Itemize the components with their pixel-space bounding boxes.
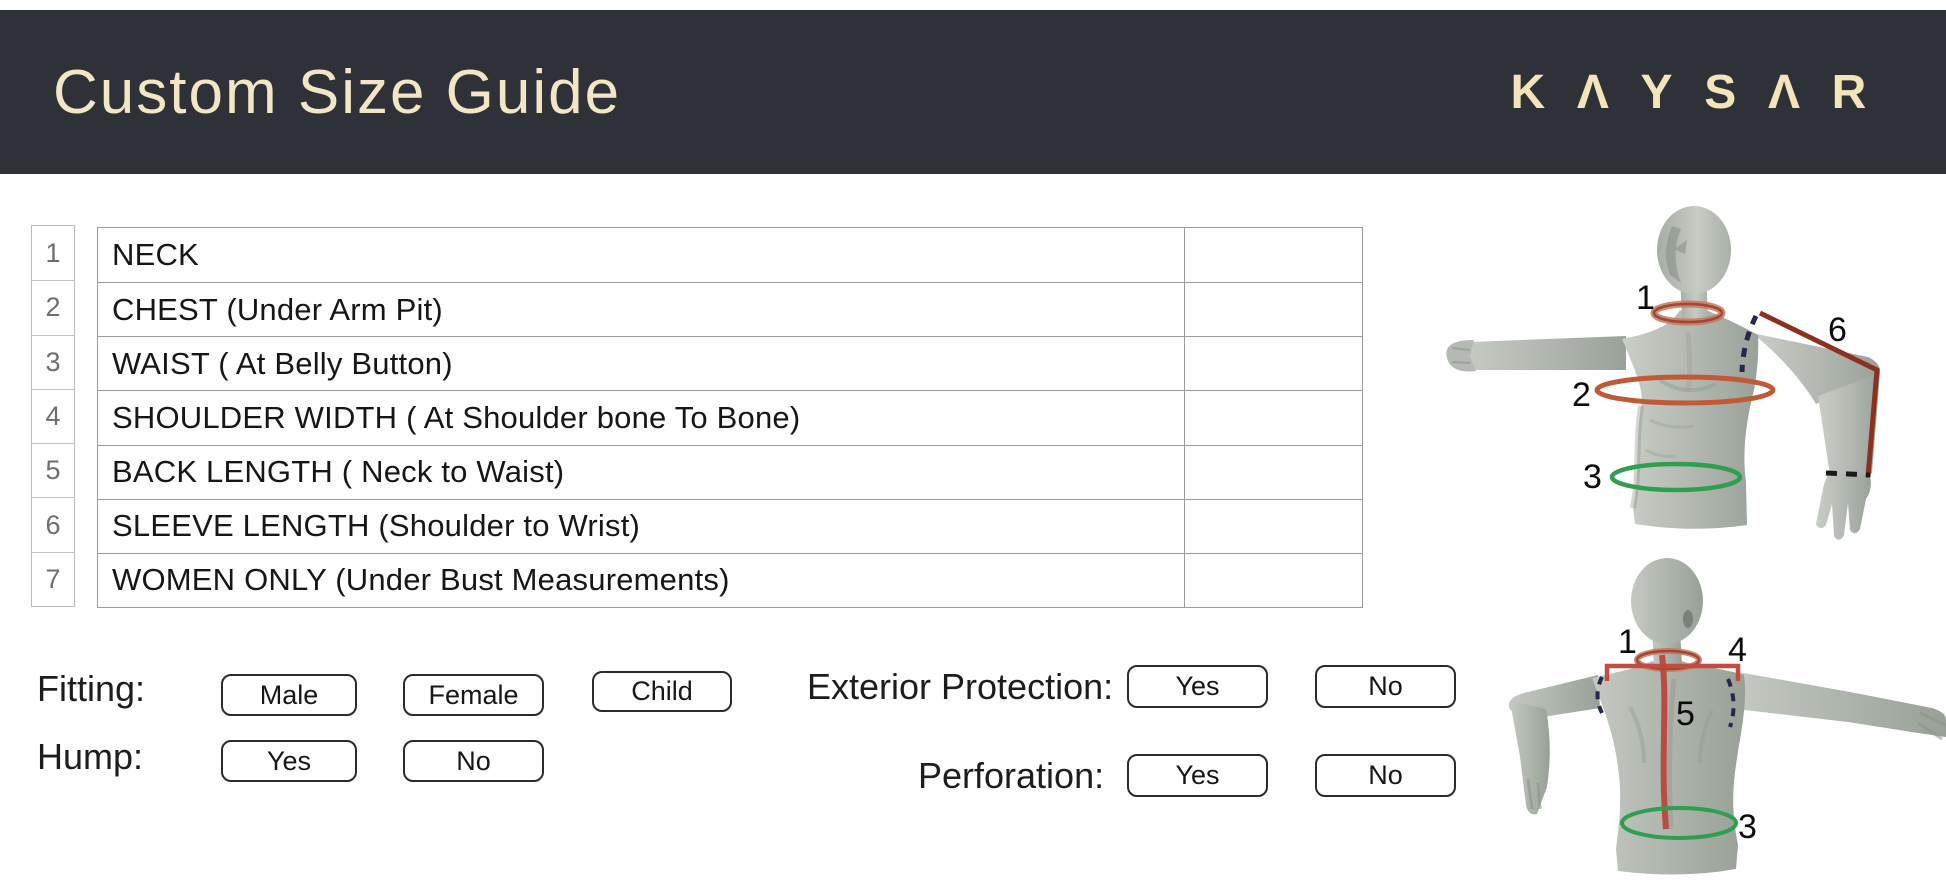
measurement-value-cell[interactable] <box>1184 446 1362 499</box>
exterior-protection-label: Exterior Protection: <box>807 666 1114 707</box>
measurement-value-cell[interactable] <box>1184 283 1362 336</box>
exterior-protection-yes-button[interactable]: Yes <box>1127 665 1268 708</box>
measurement-label: NECK <box>112 237 199 273</box>
fitting-label: Fitting: <box>37 668 146 709</box>
header-bar <box>0 10 1946 174</box>
fitting-female-button[interactable]: Female <box>403 674 544 716</box>
page-title: Custom Size Guide <box>53 57 622 127</box>
back-length-measure-line <box>1662 655 1666 829</box>
hump-no-button[interactable]: No <box>403 740 544 782</box>
table-row <box>98 282 1362 336</box>
front-waist-number: 3 <box>1583 458 1602 496</box>
back-neck-number: 1 <box>1618 623 1637 661</box>
front-mannequin-diagram <box>1440 182 1946 574</box>
back-mannequin-figure <box>1509 558 1946 875</box>
table-row <box>98 553 1362 607</box>
fitting-male-button[interactable]: Male <box>221 674 357 716</box>
row-number: 2 <box>32 280 74 334</box>
row-number-column <box>31 225 75 607</box>
measurement-value-cell[interactable] <box>1184 228 1362 282</box>
measurement-label: SHOULDER WIDTH ( At Shoulder bone To Bone) <box>112 399 801 435</box>
exterior-protection-no-button[interactable]: No <box>1315 665 1456 708</box>
measurement-label: WAIST ( At Belly Button) <box>112 345 453 381</box>
measurement-label: CHEST (Under Arm Pit) <box>112 291 443 327</box>
front-chest-number: 2 <box>1572 376 1591 414</box>
measurement-value-cell[interactable] <box>1184 500 1362 553</box>
front-sleeve-number: 6 <box>1828 311 1847 349</box>
brand-logo: KΛYSΛR <box>1510 65 1898 119</box>
table-row <box>98 445 1362 499</box>
measurement-label: SLEEVE LENGTH (Shoulder to Wrist) <box>112 508 641 544</box>
fitting-child-button[interactable]: Child <box>592 671 732 712</box>
perforation-yes-button[interactable]: Yes <box>1127 754 1268 797</box>
table-row <box>98 390 1362 444</box>
row-number: 7 <box>32 552 74 606</box>
hump-label: Hump: <box>37 736 144 777</box>
front-neck-number: 1 <box>1636 279 1655 317</box>
perforation-label: Perforation: <box>918 755 1105 796</box>
table-row <box>98 228 1362 282</box>
row-number: 6 <box>32 497 74 551</box>
back-length-number: 5 <box>1676 695 1695 733</box>
row-number: 1 <box>45 237 61 268</box>
back-shoulder-number: 4 <box>1728 631 1747 669</box>
hump-yes-button[interactable]: Yes <box>221 740 357 782</box>
measurement-value-cell[interactable] <box>1184 391 1362 444</box>
measurement-label: BACK LENGTH ( Neck to Waist) <box>112 454 565 490</box>
perforation-no-button[interactable]: No <box>1315 754 1456 797</box>
row-number: 4 <box>32 389 74 443</box>
measurement-value-cell[interactable] <box>1184 337 1362 390</box>
table-row <box>98 336 1362 390</box>
row-number: 5 <box>32 443 74 497</box>
measurement-value-cell[interactable] <box>1184 554 1362 607</box>
back-waist-number: 3 <box>1738 808 1757 846</box>
back-mannequin-diagram <box>1490 557 1946 883</box>
measurement-label: WOMEN ONLY (Under Bust Measurements) <box>112 562 730 598</box>
measurement-table <box>97 227 1363 608</box>
row-number: 3 <box>32 335 74 389</box>
table-row <box>98 499 1362 553</box>
